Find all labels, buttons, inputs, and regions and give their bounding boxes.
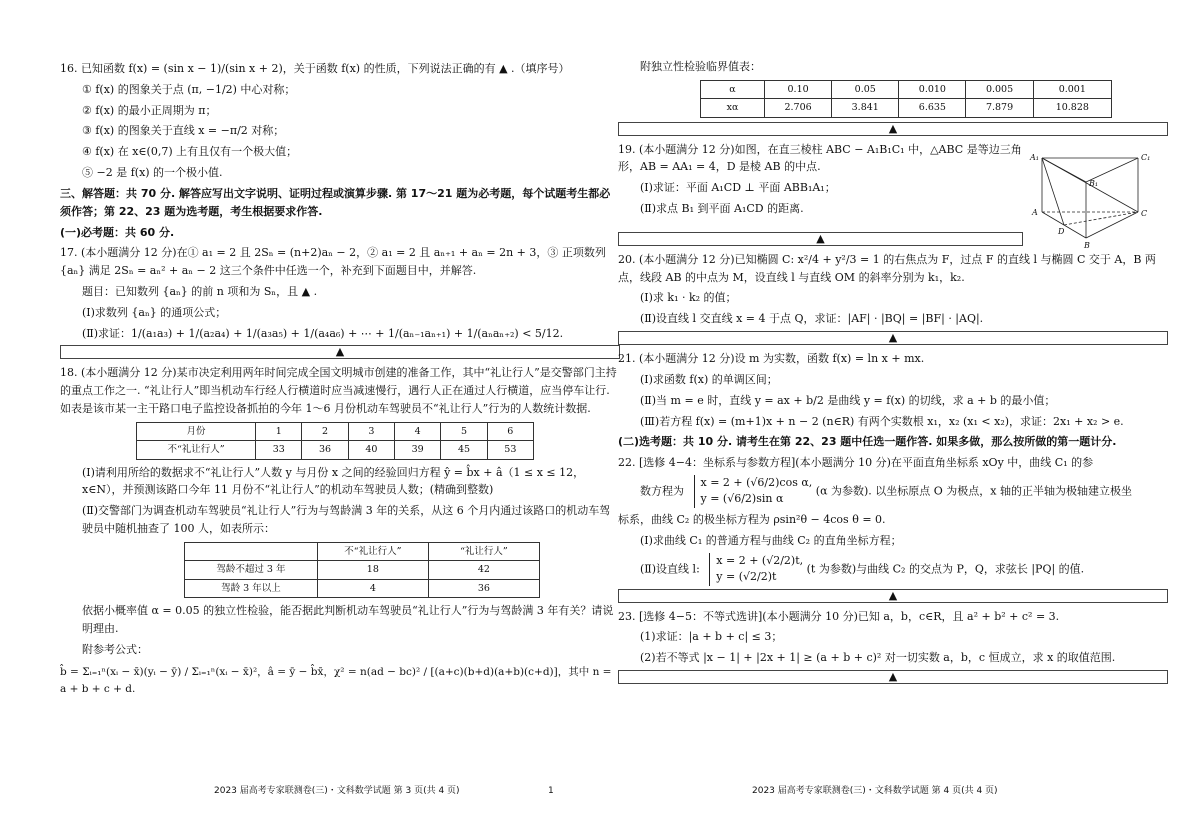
q19-stem: 19. (本小题满分 12 分)如图，在直三棱柱 ABC − A₁B₁C₁ 中，△ABC 是等边三角形，AB = AA₁ = 4，D 是棱 AB 的中点. xyxy=(618,142,1022,174)
table-cell: 42 xyxy=(428,561,539,579)
table-row xyxy=(185,579,540,597)
contingency-table xyxy=(184,542,540,598)
table-cell: 2 xyxy=(302,422,348,440)
table-cell: 0.05 xyxy=(832,80,899,98)
answer-box xyxy=(60,345,620,359)
q23-part-2: (2)若不等式 |x − 1| + |2x + 1| ≥ (a + b + c)² 对一切实数 a，b，c 恒成立，求 x 的取值范围. xyxy=(640,651,1116,665)
q18-part-3: 依据小概率值 α = 0.05 的独立性检验，能否据此判断机动车驾驶员“礼让行人”行为与驾龄满 3 年有关？请说明理由. xyxy=(82,603,614,635)
answer-box xyxy=(618,331,1168,345)
q22-line-label: (Ⅱ)设直线 l: xyxy=(640,562,700,576)
table-cell: 40 xyxy=(348,441,394,459)
table-cell: 7.879 xyxy=(966,99,1033,117)
answer-box xyxy=(618,589,1168,603)
table-cell: 2.706 xyxy=(765,99,832,117)
table-cell: 不“礼让行人” xyxy=(137,441,256,459)
left-page xyxy=(60,60,620,704)
table-cell: 驾龄 3 年以上 xyxy=(185,579,318,597)
q19-part-2: (Ⅱ)求点 B₁ 到平面 A₁CD 的距离. xyxy=(640,202,804,215)
table-cell: 6 xyxy=(487,422,533,440)
q19-part-1: (Ⅰ)求证：平面 A₁CD ⊥ 平面 ABB₁A₁； xyxy=(640,181,836,195)
table-cell: xα xyxy=(701,99,765,117)
table-cell: 4 xyxy=(395,422,441,440)
q21-part-3: (Ⅲ)若方程 f(x) = (m+1)x + n − 2 (n∈R) 有两个实数根 x₁，x₂ (x₁ < x₂)，求证：2x₁ + x₂ > e. xyxy=(640,414,1124,428)
table-cell: 3 xyxy=(348,422,394,440)
critical-value-table xyxy=(700,80,1112,118)
table-cell: 36 xyxy=(428,579,539,597)
q18-part-1: (Ⅰ)请利用所给的数据求不“礼让行人”人数 y 与月份 x 之间的经验回归方程 ŷ = b̂x + â（1 ≤ x ≤ 12，x∈N），并预测该路口今年 11 月份不“礼让行人”的机动车驾驶员人数；(精确到整数) xyxy=(82,465,585,497)
q16-stem: 16. 已知函数 f(x) = (sin x − 1)/(sin x + 2)，关于函数 f(x) 的性质，下列说法正确的有 ▲ .（填序号） xyxy=(60,62,570,75)
table-cell: 36 xyxy=(302,441,348,459)
table-cell: 1 xyxy=(256,422,302,440)
critical-value-table-title: 附独立性检验临界值表： xyxy=(640,60,761,73)
edge-bc xyxy=(1086,212,1138,238)
answer-box xyxy=(618,670,1168,684)
q17-stem: 17. (本小题满分 12 分)在① a₁ = 2 且 2Sₙ = (n+2)aₙ − 2，② a₁ = 2 且 aₙ₊₁ + aₙ = 2n + 3，③ 正项数列 {aₙ} 满足 2Sₙ = aₙ² + aₙ − 2 这三个条件中任选一个，补充到下面题目中，并解答. xyxy=(60,246,606,278)
edge-dc xyxy=(1064,212,1138,225)
table-row xyxy=(185,561,540,579)
answer-arrow: ▲ xyxy=(888,670,898,683)
label-b1: B₁ xyxy=(1089,179,1099,188)
q16-option-4: ④ f(x) 在 x∈(0,7) 上有且仅有一个极大值； xyxy=(82,145,298,159)
table-row xyxy=(701,80,1112,98)
section-3-heading: 三、解答题：共 70 分. 解答应写出文字说明、证明过程或演算步骤. 第 17～21 题为必考题，每个试题考生都必须作答；第 22、23 题为选考题，考生根据要求作答. xyxy=(60,186,611,218)
q23-stem: 23. [选修 4−5：不等式选讲](本小题满分 10 分)已知 a，b，c∈R，且 a² + b² + c² = 3. xyxy=(618,609,1060,623)
q22-line-eq-x: x = 2 + (√2/2)t, xyxy=(716,553,804,567)
table-cell: 33 xyxy=(256,441,302,459)
q22-param-label: 数方程为 xyxy=(640,484,684,498)
q22-eq-y: y = (√6/2)sin α xyxy=(700,492,784,506)
q22-param-note: (α 为参数). 以坐标原点 O 为极点，x 轴的正半轴为极轴建立极坐 xyxy=(815,484,1132,498)
table-cell: 5 xyxy=(441,422,487,440)
table-cell xyxy=(185,542,318,560)
q22-line-note: (t 为参数)与曲线 C₂ 的交点为 P，Q，求弦长 |PQ| 的值. xyxy=(806,562,1085,576)
q16-option-5: ⑤ −2 是 f(x) 的一个极小值. xyxy=(82,166,223,180)
label-b: B xyxy=(1084,241,1090,250)
table-cell: 18 xyxy=(317,561,428,579)
answer-box xyxy=(618,232,1023,246)
table-cell: 月份 xyxy=(137,422,256,440)
q17-part-2: (Ⅱ)求证：1/(a₁a₃) + 1/(a₂a₄) + 1/(a₃a₅) + 1/(a₄a₆) + ⋯ + 1/(aₙ₋₁aₙ₊₁) + 1/(aₙaₙ₊₂) < 5/12. xyxy=(82,326,564,340)
q22-eq-x: x = 2 + (√6/2)cos α, xyxy=(700,475,813,489)
table-cell: 0.10 xyxy=(765,80,832,98)
section-3-1-heading: (一)必考题：共 60 分. xyxy=(60,225,175,239)
right-footer: 2023 届高考专家联测卷(三)・文科数学试题 第 4 页(共 4 页) xyxy=(752,786,998,796)
label-c: C xyxy=(1141,209,1148,218)
reference-formula-label: 附参考公式： xyxy=(82,642,148,656)
q21-part-2: (Ⅱ)当 m = e 时，直线 y = ax + b/2 是曲线 y = f(x) 的切线，求 a + b 的最小值； xyxy=(640,393,1056,407)
q22-part-2 xyxy=(618,553,1168,586)
table-cell: 不“礼让行人” xyxy=(317,542,428,560)
table-cell: 6.635 xyxy=(899,99,966,117)
q17-topic: 题目：已知数列 {aₙ} 的前 n 项和为 Sₙ，且 ▲ . xyxy=(82,284,318,298)
left-footer: 2023 届高考专家联测卷(三)・文科数学试题 第 3 页(共 4 页) xyxy=(214,786,460,796)
table-row xyxy=(137,422,534,440)
q23-part-1: (1)求证：|a + b + c| ≤ 3； xyxy=(640,630,783,644)
answer-box xyxy=(618,122,1168,136)
reference-formula: b̂ = Σᵢ₌₁ⁿ(xᵢ − x̄)(yᵢ − ȳ) / Σᵢ₌₁ⁿ(xᵢ − x̄)²，â = ȳ − b̂x̄，χ² = n(ad − bc)² / [(a+c)(b+d)(a+b)(c+d)]，其中 n = a + b + c + d. xyxy=(60,666,612,696)
q20-stem: 20. (本小题满分 12 分)已知椭圆 C: x²/4 + y²/3 = 1 的右焦点为 F，过点 F 的直线 l 与椭圆 C 交于 A，B 两点，线段 AB 的中点为 M，设直线 l 与直线 OM 的斜率分别为 k₁，k₂. xyxy=(618,252,1156,284)
table-cell: 10.828 xyxy=(1033,99,1111,117)
q22-part-1: (Ⅰ)求曲线 C₁ 的普通方程与曲线 C₂ 的直角坐标方程； xyxy=(640,533,902,547)
label-a1: A₁ xyxy=(1030,153,1039,162)
answer-arrow: ▲ xyxy=(816,231,825,245)
table-cell: 驾龄不超过 3 年 xyxy=(185,561,318,579)
table-cell: 4 xyxy=(317,579,428,597)
q16-option-1: ① f(x) 的图象关于点 (π, −1/2) 中心对称； xyxy=(82,82,296,96)
page-number: 1 xyxy=(548,786,554,796)
q22-polar: 标系，曲线 C₂ 的极坐标方程为 ρsin²θ − 4cos θ = 0. xyxy=(618,512,886,526)
q22-param-eq xyxy=(618,475,1168,508)
label-a: A xyxy=(1032,208,1038,217)
table-cell: 0.010 xyxy=(899,80,966,98)
answer-arrow: ▲ xyxy=(888,121,898,135)
table-cell: “礼让行人” xyxy=(428,542,539,560)
table-row xyxy=(185,542,540,560)
q22-stem: 22. [选修 4−4：坐标系与参数方程](本小题满分 10 分)在平面直角坐标系 xOy 中，曲线 C₁ 的参 xyxy=(618,456,1094,470)
label-c1: C₁ xyxy=(1141,153,1151,162)
q21-part-1: (Ⅰ)求函数 f(x) 的单调区间； xyxy=(640,372,778,386)
answer-arrow: ▲ xyxy=(335,345,345,359)
q16-options xyxy=(60,81,620,182)
q22-brace xyxy=(694,475,813,508)
table-row xyxy=(137,441,534,459)
table-cell: 3.841 xyxy=(832,99,899,117)
table-cell: 39 xyxy=(395,441,441,459)
q22-line-brace xyxy=(709,553,803,586)
table-cell: 0.001 xyxy=(1033,80,1111,98)
q22-line-eq-y: y = (√2/2)t xyxy=(716,570,777,584)
q18-part-2: (Ⅱ)交警部门为调查机动车驾驶员“礼让行人”行为与驾龄满 3 年的关系，从这 6 个月内通过该路口的机动车驾驶员中随机抽查了 100 人，如表所示： xyxy=(82,504,611,535)
answer-arrow: ▲ xyxy=(888,331,898,345)
table-cell: 45 xyxy=(441,441,487,459)
q21-stem: 21. (本小题满分 12 分)设 m 为实数，函数 f(x) = ln x + mx. xyxy=(618,352,925,366)
monthly-data-table xyxy=(136,422,534,460)
q16-option-3: ③ f(x) 的图象关于直线 x = −π/2 对称； xyxy=(82,124,285,138)
q20-part-1: (Ⅰ)求 k₁ · k₂ 的值； xyxy=(640,291,737,305)
table-cell: α xyxy=(701,80,765,98)
prism-figure xyxy=(1028,150,1158,250)
q20-part-2: (Ⅱ)设直线 l 交直线 x = 4 于点 Q，求证：|AF| · |BQ| = |BF| · |AQ|. xyxy=(640,312,984,326)
q18-stem: 18. (本小题满分 12 分)某市决定利用两年时间完成全国文明城市创建的准备工作，其中“礼让行人”是交警部门主持的重点工作之一. “礼让行人”即当机动车行经人行横道时应当减速慢行，遇行人正在通过人行横道，应当停车让行. 如表是该市某一主干路口电子监控设备抓拍的今年 1～6 月份机动车驾驶员不“礼让行人”行为的人数统计数据. xyxy=(60,366,617,415)
q16-option-2: ② f(x) 的最小正周期为 π； xyxy=(82,103,217,117)
table-cell: 53 xyxy=(487,441,533,459)
answer-arrow: ▲ xyxy=(888,588,898,602)
section-2-heading: (二)选考题：共 10 分. 请考生在第 22、23 题中任选一题作答. 如果多做，那么按所做的第一题计分. xyxy=(618,435,1117,449)
label-d: D xyxy=(1058,227,1065,236)
table-row xyxy=(701,99,1112,117)
table-cell: 0.005 xyxy=(966,80,1033,98)
q17-part-1: (Ⅰ)求数列 {aₙ} 的通项公式； xyxy=(82,305,227,319)
